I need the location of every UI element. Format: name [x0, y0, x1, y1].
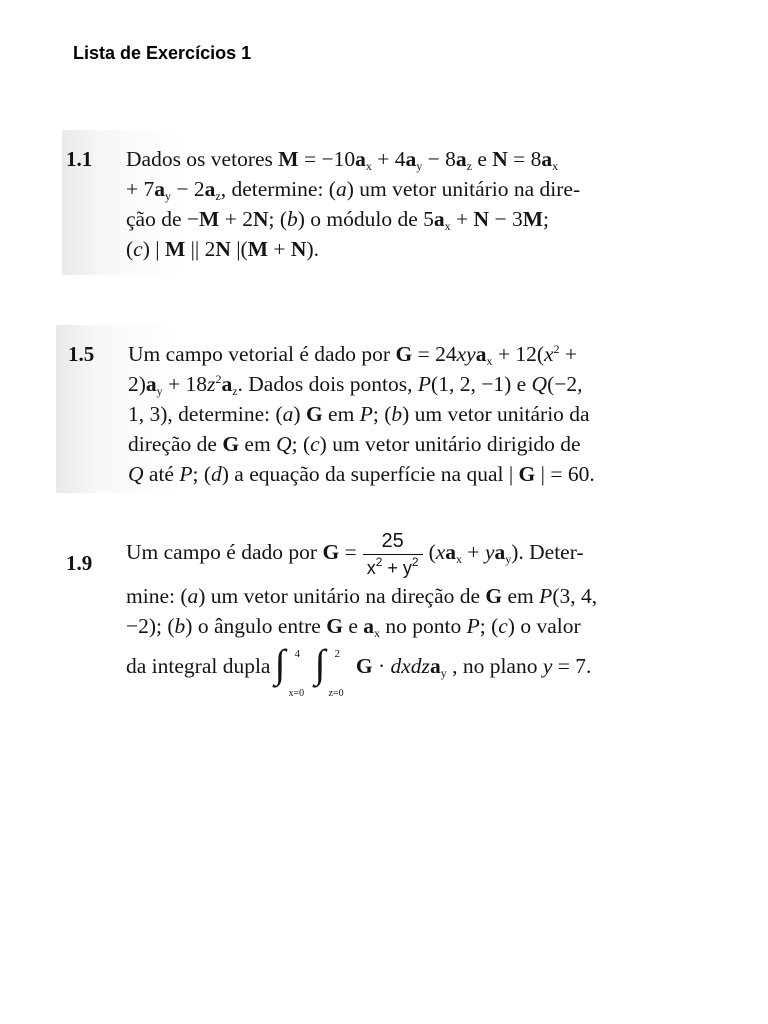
problem-1-9 [66, 524, 706, 704]
problem-line-1: Um campo é dado por G = $\frac{25}{x^2 + y^2}$ $(xa_x + ya_y)$. Deter- [126, 524, 597, 581]
problem-line-3: −2); (b) o ângulo entre G e $a_x$ no ponto P; (c) o valor [126, 613, 581, 640]
problem-line-4: da integral dupla ∫ 4 x=0 ∫ 2 z=0 G · dxdza$_y$ , no plano y = 7. [126, 640, 592, 699]
problem-1-1 [62, 130, 702, 275]
page-title: Lista de Exercícios 1 [73, 43, 252, 63]
problem-number: 1.5 [68, 342, 95, 366]
fraction-numerator: 25 [381, 529, 404, 552]
problem-text [126, 144, 580, 264]
integral-inner: ∫ 2 z=0 [314, 640, 344, 699]
problem-line-1: Dados os vetores $M = -10a_x + 4a_y - 8a_z$ e $N = 8a_x$ [126, 147, 559, 173]
problem-line-2: mine: (a) um vetor unitário na direção de G em P(3, 4, [126, 583, 598, 608]
problem-line-3: ção de −M + 2N; (b) o módulo de $5a_x + N - 3M$; [126, 207, 549, 233]
problem-line-2: + $7a_y - 2a_z$, determine: (a) um vetor unitário na dire- [126, 177, 581, 203]
problem-1-5 [56, 325, 706, 493]
fraction [363, 528, 423, 581]
problem-line-1: Um campo vetorial é dado por $G = 24xya_x + 12(x^2$ + [128, 342, 578, 368]
problem-number: 1.9 [66, 551, 93, 575]
problem-line-4: direção de G em Q; (c) um vetor unitário dirigido de [128, 432, 581, 456]
problem-line-4: (c) | M || 2N |(M + N). [126, 237, 319, 261]
problem-line-5: Q até P; (d) a equação da superfície na qual | G | = 60. [128, 462, 595, 486]
problem-text [126, 524, 598, 699]
problem-text [128, 339, 595, 489]
problem-number: 1.1 [66, 147, 93, 171]
fraction-denominator: $x^2 + y^2$ [363, 554, 423, 581]
problem-line-3: 1, 3), determine: (a) G em P; (b) um vetor unitário da [128, 402, 590, 426]
integral-outer: ∫ 4 x=0 [274, 640, 305, 699]
problem-line-2: $2)a_y + 18z^2a_z$. Dados dois pontos, P(1, 2, −1) e Q(−2, [128, 372, 583, 398]
